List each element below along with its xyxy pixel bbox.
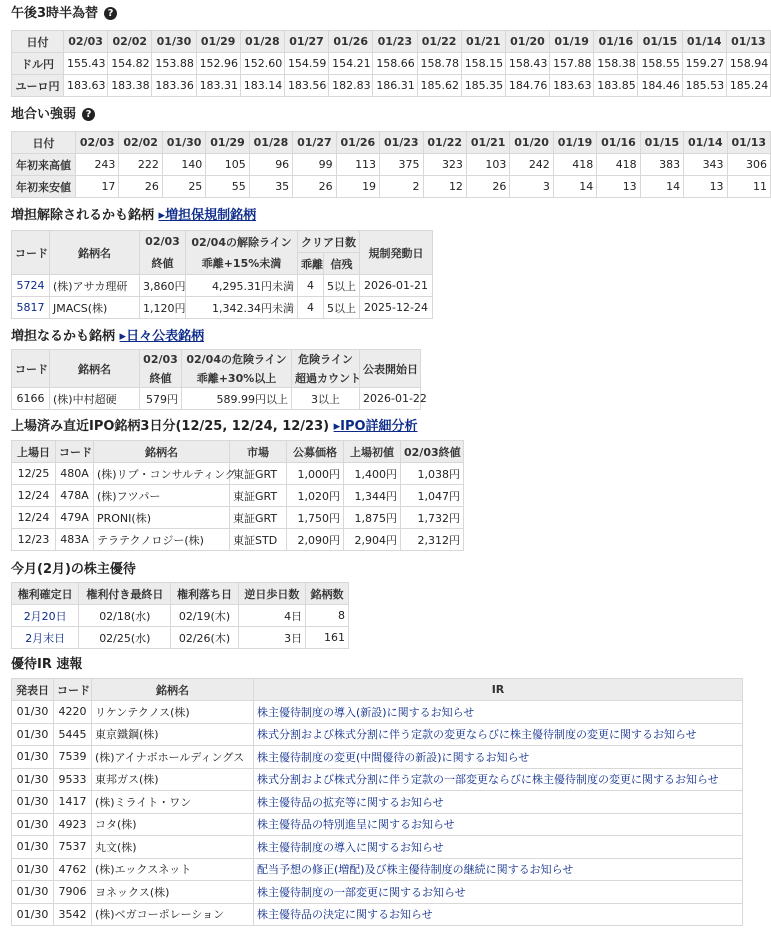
initial-price: 2,904円	[344, 529, 401, 551]
col-date-01-23: 01/23	[380, 132, 423, 154]
value-cell: 19	[336, 176, 379, 198]
ipo-table	[11, 440, 464, 551]
initial-price: 1,400円	[344, 463, 401, 485]
stock-name: コタ(株)	[92, 813, 254, 836]
value-cell: 155.43	[64, 53, 108, 75]
value-cell: 343	[684, 154, 727, 176]
col-date-01-14: 01/14	[684, 132, 727, 154]
value-cell: 13	[684, 176, 727, 198]
row-label: ドル円	[12, 53, 64, 75]
market: 東証STD	[230, 529, 287, 551]
ir-title-link[interactable]: 株式分割および株式分割に伴う定款の変更ならびに株主優待制度の変更に関するお知らせ	[254, 723, 743, 746]
col-start-date: 公表開始日	[360, 350, 421, 388]
stock-name: (株)中村超硬	[50, 388, 140, 410]
announce-date: 01/30	[12, 858, 54, 881]
code: 4762	[54, 858, 92, 881]
value-cell: 3	[510, 176, 553, 198]
table-row	[12, 154, 771, 176]
help-icon[interactable]: ?	[104, 7, 117, 20]
col-market: 市場	[230, 441, 287, 463]
col-count-b: 超過カウント	[292, 369, 360, 388]
value-cell: 157.88	[550, 53, 594, 75]
table-row	[12, 723, 743, 746]
value-cell: 306	[727, 154, 770, 176]
col-date: 日付	[12, 31, 64, 53]
stock-name: 丸文(株)	[92, 836, 254, 859]
col-initial-price: 上場初値	[344, 441, 401, 463]
table-row	[12, 791, 743, 814]
reverse-interest-days: 3日	[238, 627, 305, 649]
margin-add-title: 増担なるかも銘柄	[11, 329, 116, 344]
ipo-link[interactable]: ▸IPO詳細分析	[333, 419, 418, 434]
listing-date: 12/24	[12, 485, 56, 507]
yutai-section-title	[11, 561, 136, 579]
col-shinyo: 信残	[324, 253, 360, 275]
stock-name: (株)アサカ理研	[50, 275, 140, 297]
col-offer-price: 公募価格	[287, 441, 344, 463]
stock-name: (株)エックスネット	[92, 858, 254, 881]
col-code: コード	[12, 350, 50, 388]
code: 7537	[54, 836, 92, 859]
margin-add-link[interactable]: ▸日々公表銘柄	[119, 329, 205, 344]
value-cell: 222	[119, 154, 162, 176]
announce-date: 01/30	[12, 836, 54, 859]
code: 9533	[54, 768, 92, 791]
value-cell: 154.82	[108, 53, 152, 75]
ex-rights-date: 02/26(木)	[171, 627, 238, 649]
value-cell: 243	[76, 154, 119, 176]
value-cell: 158.94	[726, 53, 770, 75]
ir-title-link[interactable]: 株主優待制度の導入(新設)に関するお知らせ	[254, 701, 743, 724]
table-row	[12, 768, 743, 791]
col-date-01-16: 01/16	[594, 31, 638, 53]
value-cell: 375	[380, 154, 423, 176]
announce-date: 01/30	[12, 791, 54, 814]
announce-date: 01/30	[12, 723, 54, 746]
start-date: 2026-01-21	[360, 275, 433, 297]
col-date-01-19: 01/19	[553, 132, 596, 154]
value-cell: 14	[553, 176, 596, 198]
col-ex-rights-date: 権利落ち日	[171, 583, 238, 605]
col-listing-date: 上場日	[12, 441, 56, 463]
row-label: ユーロ円	[12, 75, 64, 97]
stock-count: 161	[306, 627, 349, 649]
col-kairi: 乖離	[298, 253, 324, 275]
value-cell: 154.21	[329, 53, 373, 75]
record-date-link[interactable]: 2月末日	[12, 627, 79, 649]
table-row	[12, 701, 743, 724]
col-date-01-15: 01/15	[640, 132, 683, 154]
col-line-b: 乖離+15%未満	[186, 253, 298, 275]
danger-line: 589.99円以上	[182, 388, 292, 410]
ir-title-link[interactable]: 株主優待品の特別進呈に関するお知らせ	[254, 813, 743, 836]
offer-price: 1,020円	[287, 485, 344, 507]
breadth-table-wrap	[11, 131, 767, 198]
value-cell: 418	[597, 154, 640, 176]
col-date-01-16: 01/16	[597, 132, 640, 154]
close-price: 1,038円	[401, 463, 464, 485]
ir-section-title	[11, 656, 82, 674]
col-date-02-02: 02/02	[119, 132, 162, 154]
table-row	[12, 388, 421, 410]
release-line: 1,342.34円未満	[186, 297, 298, 319]
table-row	[12, 507, 464, 529]
shinyo-days: 5以上	[324, 297, 360, 319]
stock-name: 東邦ガス(株)	[92, 768, 254, 791]
col-close-b: 終値	[140, 253, 186, 275]
col-date-02-03: 02/03	[76, 132, 119, 154]
col-close-a: 02/03	[140, 350, 182, 369]
table-row	[12, 836, 743, 859]
col-name: 銘柄名	[50, 350, 140, 388]
value-cell: 99	[293, 154, 336, 176]
value-cell: 26	[293, 176, 336, 198]
col-date-01-21: 01/21	[466, 132, 509, 154]
kairi-days: 4	[298, 297, 324, 319]
value-cell: 26	[119, 176, 162, 198]
stock-name: ヨネックス(株)	[92, 881, 254, 904]
code: 480A	[56, 463, 94, 485]
col-date-01-28: 01/28	[240, 31, 284, 53]
col-record-date: 権利確定日	[12, 583, 79, 605]
col-date-01-13: 01/13	[727, 132, 770, 154]
ir-title-link[interactable]: 株主優待制度の一部変更に関するお知らせ	[254, 881, 743, 904]
value-cell: 55	[206, 176, 249, 198]
col-ir-title: IR	[254, 679, 743, 701]
stock-name: テラテクノロジー(株)	[94, 529, 230, 551]
col-date-01-19: 01/19	[550, 31, 594, 53]
value-cell: 185.24	[726, 75, 770, 97]
col-clear-days: クリア日数	[298, 231, 360, 253]
margin-add-section-title	[11, 328, 204, 346]
col-date-01-22: 01/22	[423, 132, 466, 154]
row-label: 年初来安値	[12, 176, 76, 198]
value-cell: 11	[727, 176, 770, 198]
announce-date: 01/30	[12, 746, 54, 769]
col-count-a: 危険ライン	[292, 350, 360, 369]
reverse-interest-days: 4日	[238, 605, 305, 627]
table-row	[12, 176, 771, 198]
close-price: 3,860円	[140, 275, 186, 297]
value-cell: 158.55	[638, 53, 682, 75]
breadth-title: 地合い強弱	[11, 107, 77, 122]
col-date-01-28: 01/28	[249, 132, 292, 154]
breadth-section-title	[11, 106, 95, 124]
margin-add-table	[11, 349, 427, 410]
table-row	[12, 463, 464, 485]
col-date-02-03: 02/03	[64, 31, 108, 53]
value-cell: 183.56	[284, 75, 328, 97]
ir-table	[11, 678, 743, 926]
table-row	[12, 746, 743, 769]
value-cell: 184.46	[638, 75, 682, 97]
value-cell: 418	[553, 154, 596, 176]
col-date-01-23: 01/23	[373, 31, 417, 53]
stock-name: 東京鐵鋼(株)	[92, 723, 254, 746]
ir-title-link[interactable]: 株主優待制度の変更(中間優待の新設)に関するお知らせ	[254, 746, 743, 769]
value-cell: 184.76	[505, 75, 549, 97]
offer-price: 2,090円	[287, 529, 344, 551]
ipo-title: 上場済み直近IPO銘柄3日分(12/25, 12/24, 12/23)	[11, 419, 330, 434]
stock-count: 8	[306, 605, 349, 627]
col-last-rights-date: 権利付き最終日	[79, 583, 171, 605]
stock-name: (株)フツパー	[94, 485, 230, 507]
col-date-01-20: 01/20	[505, 31, 549, 53]
value-cell: 242	[510, 154, 553, 176]
listing-date: 12/25	[12, 463, 56, 485]
value-cell: 159.27	[682, 53, 726, 75]
ir-title-link[interactable]: 株式分割および株式分割に伴う定款の一部変更ならびに株主優待制度の変更に関するお知らせ	[254, 768, 743, 791]
value-cell: 183.63	[550, 75, 594, 97]
col-line-b: 乖離+30%以上	[182, 369, 292, 388]
table-row	[12, 858, 743, 881]
value-cell: 13	[597, 176, 640, 198]
table-row	[12, 605, 349, 627]
col-close-a: 02/03	[140, 231, 186, 253]
market: 東証GRT	[230, 507, 287, 529]
yutai-title: 今月(2月)の株主優待	[11, 562, 136, 577]
code: 1417	[54, 791, 92, 814]
value-cell: 25	[162, 176, 205, 198]
margin-release-title: 増担解除されるかも銘柄	[11, 208, 155, 223]
offer-price: 1,750円	[287, 507, 344, 529]
stock-name: JMACS(株)	[50, 297, 140, 319]
ex-rights-date: 02/19(木)	[171, 605, 238, 627]
col-date-02-02: 02/02	[108, 31, 152, 53]
code: 5445	[54, 723, 92, 746]
stock-name: PRONI(株)	[94, 507, 230, 529]
value-cell: 158.66	[373, 53, 417, 75]
table-row	[12, 275, 433, 297]
value-cell: 96	[249, 154, 292, 176]
col-date-01-13: 01/13	[726, 31, 770, 53]
col-stock-count: 銘柄数	[306, 583, 349, 605]
announce-date: 01/30	[12, 768, 54, 791]
fx-table	[11, 30, 771, 97]
col-code: コード	[56, 441, 94, 463]
table-row	[12, 903, 743, 926]
announce-date: 01/30	[12, 881, 54, 904]
ir-title-link[interactable]: 株主優待品の拡充等に関するお知らせ	[254, 791, 743, 814]
announce-date: 01/30	[12, 813, 54, 836]
value-cell: 183.63	[64, 75, 108, 97]
value-cell: 12	[423, 176, 466, 198]
stock-code-link[interactable]: 5724	[12, 275, 50, 297]
code: 7539	[54, 746, 92, 769]
col-date: 日付	[12, 132, 76, 154]
last-rights-date: 02/25(水)	[79, 627, 171, 649]
col-close-price: 02/03終値	[401, 441, 464, 463]
value-cell: 140	[162, 154, 205, 176]
value-cell: 186.31	[373, 75, 417, 97]
stock-code: 6166	[12, 388, 50, 410]
stock-name: リケンテクノス(株)	[92, 701, 254, 724]
ir-title-link[interactable]: 株主優待品の決定に関するお知らせ	[254, 903, 743, 926]
close-price: 1,047円	[401, 485, 464, 507]
col-date-01-27: 01/27	[284, 31, 328, 53]
announce-date: 01/30	[12, 903, 54, 926]
value-cell: 152.60	[240, 53, 284, 75]
col-code: コード	[12, 231, 50, 275]
col-code: コード	[54, 679, 92, 701]
row-label: 年初来高値	[12, 154, 76, 176]
value-cell: 26	[466, 176, 509, 198]
close-price: 2,312円	[401, 529, 464, 551]
value-cell: 323	[423, 154, 466, 176]
value-cell: 154.59	[284, 53, 328, 75]
value-cell: 103	[466, 154, 509, 176]
value-cell: 183.38	[108, 75, 152, 97]
start-date: 2025-12-24	[360, 297, 433, 319]
market: 東証GRT	[230, 463, 287, 485]
value-cell: 183.36	[152, 75, 196, 97]
col-date-01-30: 01/30	[152, 31, 196, 53]
stock-name: (株)ミライト・ワン	[92, 791, 254, 814]
stock-name: (株)アイナボホールディングス	[92, 746, 254, 769]
code: 4220	[54, 701, 92, 724]
release-line: 4,295.31円未満	[186, 275, 298, 297]
col-reverse-interest-days: 逆日歩日数	[238, 583, 305, 605]
col-date-01-27: 01/27	[293, 132, 336, 154]
value-cell: 185.35	[461, 75, 505, 97]
value-cell: 105	[206, 154, 249, 176]
ir-title-link[interactable]: 株主優待制度の導入に関するお知らせ	[254, 836, 743, 859]
table-row	[12, 813, 743, 836]
fx-table-wrap	[11, 30, 769, 97]
offer-price: 1,000円	[287, 463, 344, 485]
code: 483A	[56, 529, 94, 551]
value-cell: 182.83	[329, 75, 373, 97]
col-line-a: 02/04の危険ライン	[182, 350, 292, 369]
value-cell: 14	[640, 176, 683, 198]
col-line-a: 02/04の解除ライン	[186, 231, 298, 253]
value-cell: 183.85	[594, 75, 638, 97]
col-date-01-26: 01/26	[329, 31, 373, 53]
fx-section-title	[11, 5, 117, 23]
stock-code-link[interactable]: 5817	[12, 297, 50, 319]
value-cell: 158.15	[461, 53, 505, 75]
close-price: 1,120円	[140, 297, 186, 319]
last-rights-date: 02/18(水)	[79, 605, 171, 627]
col-date-01-14: 01/14	[682, 31, 726, 53]
col-date-01-26: 01/26	[336, 132, 379, 154]
col-date-01-29: 01/29	[206, 132, 249, 154]
fx-title: 午後3時半為替	[11, 6, 99, 21]
ir-title-link[interactable]: 配当予想の修正(増配)及び株主優待制度の継続に関するお知らせ	[254, 858, 743, 881]
col-announce-date: 発表日	[12, 679, 54, 701]
table-row	[12, 529, 464, 551]
table-row	[12, 75, 771, 97]
code: 478A	[56, 485, 94, 507]
code: 7906	[54, 881, 92, 904]
value-cell: 113	[336, 154, 379, 176]
table-row	[12, 53, 771, 75]
table-row	[12, 485, 464, 507]
code: 479A	[56, 507, 94, 529]
col-close-b: 終値	[140, 369, 182, 388]
close-price: 1,732円	[401, 507, 464, 529]
col-start-date: 規制発動日	[360, 231, 433, 275]
value-cell: 158.38	[594, 53, 638, 75]
col-date-01-22: 01/22	[417, 31, 461, 53]
value-cell: 152.96	[196, 53, 240, 75]
initial-price: 1,344円	[344, 485, 401, 507]
stock-name: (株)リブ・コンサルティング	[94, 463, 230, 485]
col-date-01-15: 01/15	[638, 31, 682, 53]
announce-date: 01/30	[12, 701, 54, 724]
code: 3542	[54, 903, 92, 926]
yutai-table	[11, 582, 349, 649]
value-cell: 2	[380, 176, 423, 198]
table-row	[12, 297, 433, 319]
start-date: 2026-01-22	[360, 388, 421, 410]
listing-date: 12/23	[12, 529, 56, 551]
table-row	[12, 627, 349, 649]
help-icon[interactable]: ?	[82, 108, 95, 121]
value-cell: 158.43	[505, 53, 549, 75]
shinyo-days: 5以上	[324, 275, 360, 297]
col-name: 銘柄名	[50, 231, 140, 275]
initial-price: 1,875円	[344, 507, 401, 529]
kairi-days: 4	[298, 275, 324, 297]
col-date-01-21: 01/21	[461, 31, 505, 53]
value-cell: 153.88	[152, 53, 196, 75]
margin-release-section-title	[11, 207, 256, 225]
ipo-section-title	[11, 418, 418, 436]
ir-title: 優待IR 速報	[11, 657, 83, 672]
col-date-01-20: 01/20	[510, 132, 553, 154]
market: 東証GRT	[230, 485, 287, 507]
col-stock-name: 銘柄名	[92, 679, 254, 701]
value-cell: 183.14	[240, 75, 284, 97]
listing-date: 12/24	[12, 507, 56, 529]
value-cell: 183.31	[196, 75, 240, 97]
col-date-01-30: 01/30	[162, 132, 205, 154]
value-cell: 383	[640, 154, 683, 176]
col-date-01-29: 01/29	[196, 31, 240, 53]
margin-release-link[interactable]: ▸増担保規制銘柄	[158, 208, 257, 223]
col-stock-name: 銘柄名	[94, 441, 230, 463]
value-cell: 158.78	[417, 53, 461, 75]
breadth-table	[11, 131, 771, 198]
value-cell: 35	[249, 176, 292, 198]
margin-release-table	[11, 230, 433, 319]
value-cell: 185.62	[417, 75, 461, 97]
value-cell: 185.53	[682, 75, 726, 97]
code: 4923	[54, 813, 92, 836]
close-price: 579円	[140, 388, 182, 410]
record-date-link[interactable]: 2月20日	[12, 605, 79, 627]
stock-name: (株)ベガコーポレーション	[92, 903, 254, 926]
value-cell: 17	[76, 176, 119, 198]
table-row	[12, 881, 743, 904]
exceed-count: 3以上	[292, 388, 360, 410]
